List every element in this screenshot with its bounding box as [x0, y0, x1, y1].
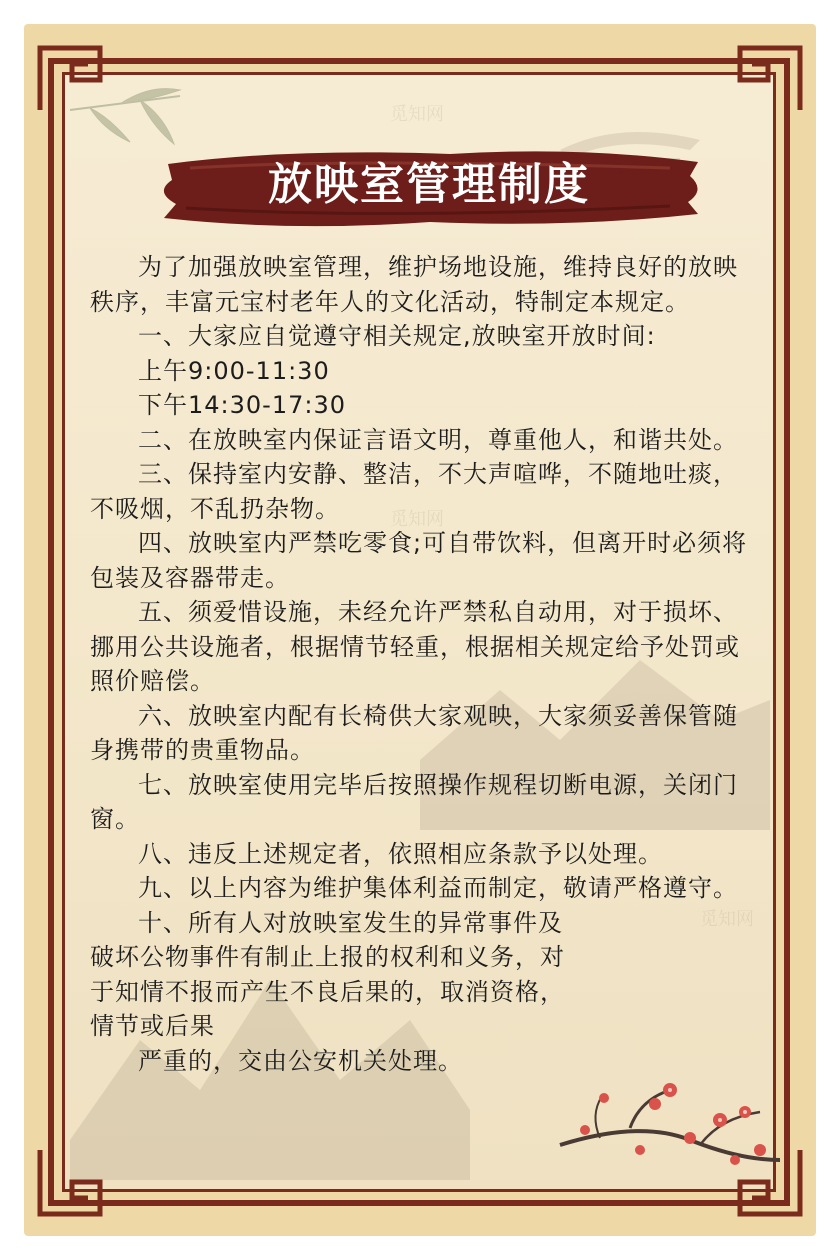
opening-hours-morning: 上午9:00-11:30	[138, 356, 330, 385]
rule-item: 二、在放映室内保证言语文明，尊重他人，和谐共处。	[138, 425, 738, 454]
watermark-text: 觅知网	[700, 909, 754, 930]
rules-body	[90, 250, 760, 1078]
rule-item: 五、须爱惜设施，未经允许严禁私自动用，对于损坏、挪用公共设施者，根据情节轻重，根据相关规定给予处罚或照价赔偿。	[90, 598, 740, 695]
rule-item-continuation: 严重的，交由公安机关处理。	[138, 1046, 463, 1075]
rule-item: 四、放映室内严禁吃零食;可自带饮料，但离开时必须将包装及容器带走。	[90, 529, 748, 592]
rule-item: 九、以上内容为维护集体利益而制定，敬请严格遵守。	[138, 874, 738, 902]
page-title: 放映室管理制度	[268, 159, 590, 210]
intro-paragraph: 为了加强放映室管理，维护场地设施，维持良好的放映秩序，丰富元宝村老年人的文化活动，特制定本规定。	[90, 253, 738, 316]
rule-item: 八、违反上述规定者，依照相应条款予以处理。	[138, 839, 663, 868]
title-banner	[150, 142, 708, 232]
watermark-text: 觅知网	[390, 509, 444, 530]
rule-item: 十、所有人对放映室发生的异常事件及破坏公物事件有制止上报的权利和义务，对于知情不报而产生不良后果的，取消资格，情节或后果	[90, 908, 565, 1040]
rule-item: 三、保持室内安静、整洁，不大声喧哗，不随地吐痰，不吸烟，不乱扔杂物。	[90, 460, 738, 523]
watermark-text: 觅知网	[390, 104, 444, 125]
opening-hours-afternoon: 下午14:30-17:30	[138, 391, 346, 419]
rule-item: 一、大家应自觉遵守相关规定,放映室开放时间:	[138, 322, 656, 350]
rule-item: 六、放映室内配有长椅供大家观映，大家须妥善保管随身携带的贵重物品。	[90, 701, 738, 764]
rule-item: 七、放映室使用完毕后按照操作规程切断电源，关闭门窗。	[90, 770, 738, 833]
